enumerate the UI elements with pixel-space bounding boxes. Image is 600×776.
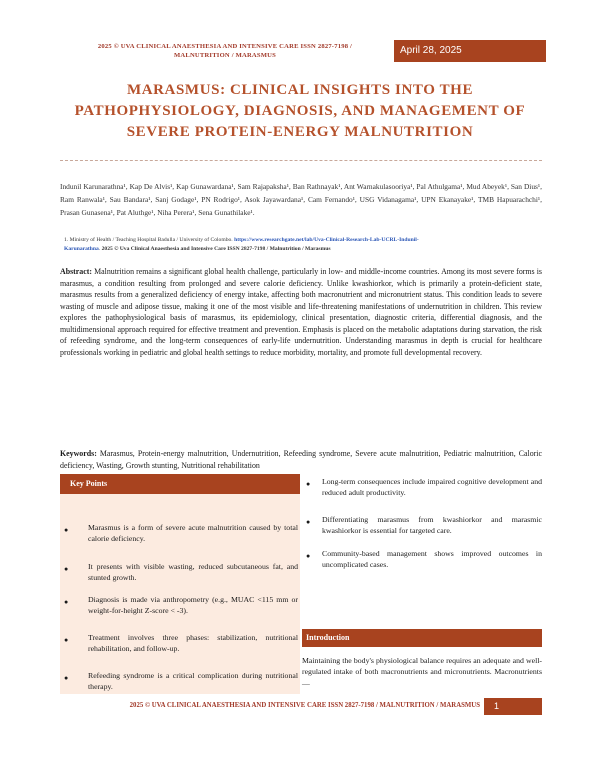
affiliation-journal: 2025 © Uva Clinical Anaesthesia and Intensive Care ISSN 2827-7198 / Malnutrition / Marasmus xyxy=(101,245,331,252)
bullet-icon: ● xyxy=(306,552,311,560)
keywords-text: Marasmus, Protein-energy malnutrition, Undernutrition, Refeeding syndrome, Severe acute malnutrition, Pediatric malnutrition, Caloric deficiency, Wasting, Growth stunting, Nutritional rehabilitation xyxy=(60,449,542,470)
lab-link-continued[interactable]: Karunarathna xyxy=(64,245,99,252)
abstract xyxy=(60,266,542,358)
key-point-item: Long-term consequences include impaired cognitive development and reduced adult productivity. xyxy=(322,477,542,497)
author-list: Indunil Karunarathna¹, Kap De Alvis¹, Kap Gunawardana¹, Sam Rajapaksha¹, Ban Rathnayak¹, Ant Warnakulasooriya¹, Pal Athulgama¹, Mud Abeyek¹, San Dius¹, Ram Ranwala¹, Sau Bandara¹, Sanj Godage¹, PN Rodrigo¹, Asok Jayawardana¹, Cam Fernando¹, USG Vidanagama¹, UPN Ekanayake¹, TMB Hapuarachchi¹, Prasan Gunasena¹, Pat Aluthge¹, Niha Perera¹, Sena Gunathilake¹. xyxy=(60,182,542,217)
bullet-icon: ● xyxy=(64,565,69,573)
bullet-icon: ● xyxy=(64,598,69,606)
bullet-icon: ● xyxy=(306,480,311,488)
affiliation-text: 1. Ministry of Health / Teaching Hospital Badulla / University of Colombo. xyxy=(64,237,233,243)
key-point-item: Diagnosis is made via anthropometry (e.g., MUAC <115 mm or weight-for-height Z-score < -3). xyxy=(88,595,298,615)
introduction-heading: Introduction xyxy=(302,629,542,647)
key-points-box xyxy=(60,474,300,694)
title-divider xyxy=(60,160,542,161)
key-point-item: Refeeding syndrome is a critical complication during nutritional therapy. xyxy=(88,671,298,691)
journal-header-line1: 2025 © UVA CLINICAL ANAESTHESIA AND INTENSIVE CARE ISSN 2827-7198 / xyxy=(97,43,353,50)
affiliation: 1. Ministry of Health / Teaching Hospital Badulla / University of Colombo. https://www.researchgate.net/lab/Uva-Clinical-Research-Lab-UCRL-Indunil- Karunarathna. 2025 © Uva Clinical Anaesthesia and Intensive Care ISSN 2827-7198 / Malnutrition / Marasmus xyxy=(64,237,419,252)
bullet-icon: ● xyxy=(64,674,69,682)
journal-header xyxy=(60,42,390,60)
publication-date: April 28, 2025 xyxy=(394,40,546,62)
article-title xyxy=(60,80,540,143)
key-point-item: It presents with visible wasting, reduced subcutaneous fat, and stunted growth. xyxy=(88,562,298,582)
title-line1: MARASMUS: CLINICAL INSIGHTS INTO THE xyxy=(126,82,474,98)
title-line2: PATHOPHYSIOLOGY, DIAGNOSIS, AND MANAGEMENT OF xyxy=(74,103,526,119)
key-point-item: Marasmus is a form of severe acute malnutrition caused by total calorie deficiency. xyxy=(88,523,298,543)
key-point-item: Treatment involves three phases: stabilization, nutritional rehabilitation, and follow-up. xyxy=(88,633,298,653)
page-number: 1 xyxy=(484,698,542,715)
lab-link[interactable]: https://www.researchgate.net/lab/Uva-Clinical-Research-Lab-UCRL-Indunil- xyxy=(234,237,419,243)
abstract-label: Abstract: xyxy=(60,267,92,276)
bullet-icon: ● xyxy=(64,526,69,534)
introduction-text: Maintaining the body's physiological balance requires an adequate and well-regulated intake of both macronutrients and micronutrients. Macronutrients— xyxy=(302,656,542,688)
bullet-icon: ● xyxy=(64,636,69,644)
key-point-item: Differentiating marasmus from kwashiorkor and marasmic kwashiorkor is essential for targeted care. xyxy=(322,515,542,535)
key-point-item: Community-based management shows improved outcomes in uncomplicated cases. xyxy=(322,549,542,569)
abstract-text: Malnutrition remains a significant global health challenge, particularly in low- and middle-income countries. Among its most severe forms is marasmus, a condition resulting from prolonged and severe calorie deficiency. Unlike kwashiorkor, which is primarily a protein-deficient state, marasmus results from a generalized deficiency of energy intake, affecting both macronutrient and micronutrient status. This condition leads to severe wasting of muscle and adipose tissue, making it one of the most visible and life-threatening manifestations of undernutrition in children. This review explores the pathophysiological basis of marasmus, its epidemiology, clinical presentation, diagnostic criteria, differential diagnosis, and the multidimensional approach required for effective treatment and prevention. Emphasis is placed on the metabolic adaptations during starvation, the risk of refeeding syndrome, and the long-term consequences of early-life undernutrition. Understanding marasmus in depth is crucial for healthcare professionals working in pediatric and global health settings to reduce morbidity, mortality, and promote full developmental recovery. xyxy=(60,267,542,357)
keywords xyxy=(60,448,542,471)
page-footer: 2025 © UVA CLINICAL ANAESTHESIA AND INTENSIVE CARE ISSN 2827-7198 / MALNUTRITION / MARASMUS xyxy=(129,702,480,709)
journal-header-line2: MALNUTRITION / MARASMUS xyxy=(173,52,277,59)
title-line3: SEVERE PROTEIN-ENERGY MALNUTRITION xyxy=(126,124,474,140)
keywords-label: Keywords: xyxy=(60,449,97,458)
key-points-heading: Key Points xyxy=(60,474,300,494)
bullet-icon: ● xyxy=(306,518,311,526)
